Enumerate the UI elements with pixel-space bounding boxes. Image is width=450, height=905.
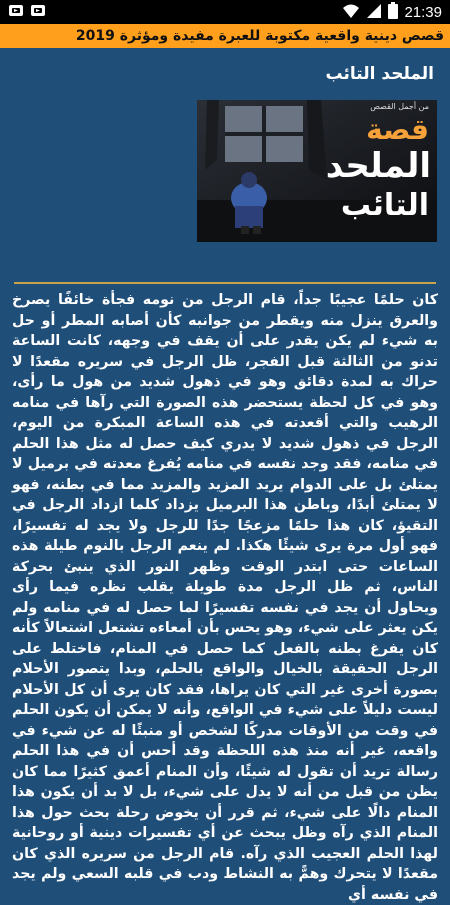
notification-icon	[8, 3, 24, 24]
status-time: 21:39	[404, 4, 442, 21]
image-caption-line2: الملحد	[325, 146, 431, 186]
notification-icon	[30, 3, 46, 24]
status-bar	[0, 0, 450, 24]
image-caption-small: من أجمل القصص	[370, 102, 429, 111]
article-content[interactable]	[0, 48, 450, 903]
app-title: قصص دينية واقعية مكتوبة للعبرة مفيدة ومؤثرة 2019	[75, 28, 444, 44]
app-bar	[0, 24, 450, 48]
article-body: كان حلمًا عجيبًا جداً، قام الرجل من نومه فجأة خائفًا يصرخ والعرق ينزل منه ويقطر من جوانبه كأن أصابه المطر أو حل به شيء لم يكن يقدر على أن يقف في وجهه، كانت الساعة تدنو من الثالثة قبل الفجر، ظل الرجل في سريره مقعدًا لا حراك به لمدة دقائق وهو في ذهول شديد من هول ما رأى، وهو في كل لحظة يستحضر هذه الصورة التي رآها في منامه الرهيب والتي أقعدته في هذه الساعة المبكرة من اليوم، الرجل في ذهول شديد لا يدري كيف حصل له مثل هذا الحلم في منامه، فقد وجد نفسه في منامه يُفرغ معدته في برميل لا يمتلئ بل على الدوام يريد المزيد والمزيد مما في بطنه، فهو لا يمتلئ أبدًا، وباطن هذا البرميل يزداد كلما ازداد الرجل في التقيؤ، كان هذا حلمًا مزعجًا جدًا للرجل ولا يجد له تفسيرًا، فهو أول مرة يرى شيئًا هكذا. لم ينعم الرجل بالنوم طيلة هذه الساعات حتى ابتدر الوقت وظهر النور الذي ينبئ بحركة الناس، ثم ظل الرجل مدة طويلة يقلب نظره فيما رأى ويحاول أن يجد في نفسه تفسيرًا لما حصل له في منامه ولم يكن يعثر على شيء، وهو يحس بأن أمعاءه تشتعل اشتعالاً كأنه كان يفرغ بطنه بالفعل كما حصل في المنام، فاختلط على الرجل الحقيقة بالخيال والواقع بالحلم، وبدا يتصور الأحلام بصورة أخرى غير التي كان يراها، فقد كان يرى أن كل الأحلام ليست دليلاً على شيء في الواقع، وأنه لا يمكن أن يكون الحلم في وقت من الأوقات مدركًا لشخص أو منبئًا له عن شيء في واقعه، غير أنه منذ هذه اللحظة وقد أحس أن في هذا الحلم رسالة تريد أن تقول له شيئًا، وأن المنام أعمق كثيرًا مما كان يظن من قبل من أنه لا يدل على شيء، بل لا بد أن يكون هذا المنام دالًا على شيء، ثم قرر أن يخوض رحلة بحث حول هذا المنام الذي رآه وظل يبحث عن أي تفسيرات دينية أو روحانية لهذا الحلم العجيب الذي رآه. قام الرجل من سريره الذي كان مقعدًا لا يتحرك وهمًّ به النشاط ودب في قلبه السعي ولم يجد في نفسه أي	[12, 292, 438, 903]
image-caption-line1: قصة	[366, 113, 429, 146]
wifi-icon	[342, 3, 360, 23]
article-image	[197, 100, 437, 242]
signal-icon	[366, 3, 382, 23]
article-title: الملحد التائب	[325, 64, 434, 84]
divider	[14, 282, 436, 284]
battery-icon	[388, 2, 398, 23]
image-caption-line3: التائب	[340, 188, 429, 223]
